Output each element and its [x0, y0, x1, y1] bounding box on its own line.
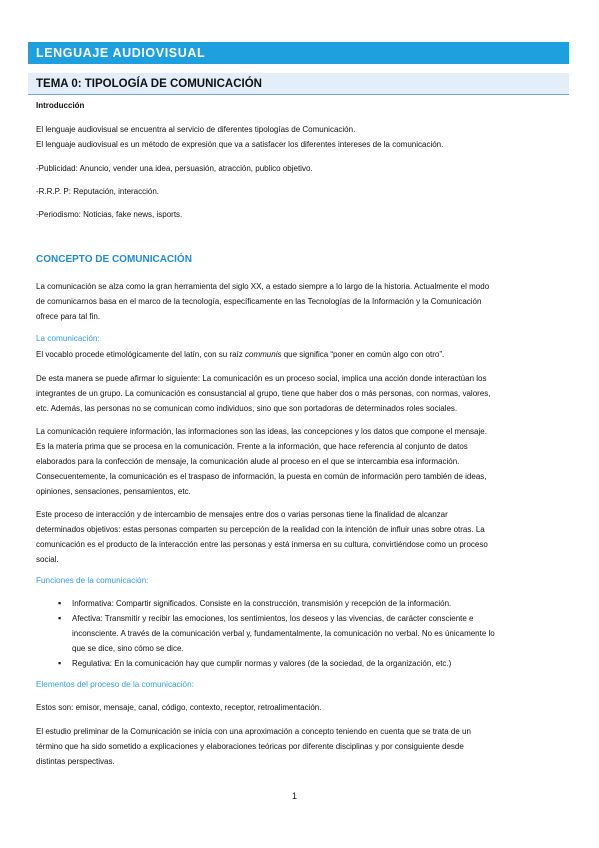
bullet-afectiva-line-3: que se dice, sino cómo se dice. — [72, 644, 184, 653]
concept-p3-line-3: elaborados para la confección de mensaje, la comunicación alude al proceso en el que se intercambia esa información. — [36, 457, 460, 466]
concept-p4-line-2: determinados objetivos: estas personas comparten su percepción de la realidad con la intención de influir unas sobre otras. La — [36, 525, 485, 534]
concept-p2-line-3: etc. Además, las personas no se comunican como individuos, sino que son portadoras de determinados roles sociales. — [36, 404, 458, 413]
concept-p5-line-2: término que ha sido sometido a explicaciones y elaboraciones teóricas por diferente disciplinas y por consiguiente desde — [36, 742, 464, 751]
elements-line: Estos son: emisor, mensaje, canal, código, contexto, receptor, retroalimentación. — [36, 703, 322, 712]
subheading-funciones: Funciones de la comunicación: — [36, 576, 149, 585]
course-banner: LENGUAJE AUDIOVISUAL — [28, 42, 569, 64]
etymology-line — [36, 347, 566, 362]
etymology-post: que significa “poner en común algo con otro”. — [281, 350, 445, 359]
subheading-comunicacion: La comunicación: — [36, 334, 100, 343]
concept-p3-line-5: opiniones, sensaciones, pensamientos, etc. — [36, 487, 191, 496]
concept-p3-line-4: Consecuentemente, la comunicación es el traspaso de información, la puesta en común de información pero también de ideas, — [36, 472, 487, 481]
concept-p4-line-4: social. — [36, 555, 59, 564]
concept-p4-line-1: Este proceso de interacción y de intercambio de mensajes entre dos o varias personas tiene la finalidad de alcanzar — [36, 510, 448, 519]
concept-p3-line-1: La comunicación requiere información, las informaciones son las ideas, las concepciones y los datos que compone el mensaje. — [36, 427, 487, 436]
page-number: 1 — [292, 791, 298, 801]
concept-p2-line-2: integrantes de un grupo. La comunicación es consustancial al grupo, tiene que haber dos o más personas, con normas, valores, — [36, 389, 491, 398]
concept-p1-line-2: de comunicarnos basa en el marco de la tecnología, específicamente en las Tecnologías de la Información y la Comunicación — [36, 297, 482, 306]
bullet-informativa: Informativa: Compartir significados. Consiste en la construcción, transmisión y recepción de la información. — [72, 599, 452, 608]
concept-p2-line-1: De esta manera se puede afirmar lo siguiente: La comunicación es un proceso social, implica una acción donde interactúan los — [36, 374, 487, 383]
bullet-afectiva-line-2: inconsciente. A través de la comunicación verbal y, fundamentalmente, la comunicación no verbal. No es únicamente lo — [72, 629, 495, 638]
subheading-elementos: Elementos del proceso de la comunicación: — [36, 680, 194, 689]
etymology-word: communis — [245, 350, 282, 359]
concept-p1-line-1: La comunicación se alza como la gran herramienta del siglo XX, a estado siempre a lo largo de la historia. Actualmente el modo — [36, 282, 490, 291]
topic-title: TEMA 0: TIPOLOGÍA DE COMUNICACIÓN — [28, 73, 569, 95]
intro-item-rrpp: -R.R.P. P: Reputación, interacción. — [36, 187, 160, 196]
concept-p3-line-2: Es la materia prima que se procesa en la comunicación. Frente a la información, que hace referencia al conjunto de datos — [36, 442, 468, 451]
intro-line-1: El lenguaje audiovisual se encuentra al servicio de diferentes tipologías de Comunicación. — [36, 125, 356, 134]
bullet-regulativa: Regulativa: En la comunicación hay que cumplir normas y valores (de la sociedad, de la organización, etc.) — [72, 659, 452, 668]
intro-item-periodismo: -Periodismo: Noticias, fake news, isports. — [36, 210, 183, 219]
section-heading-concepto: CONCEPTO DE COMUNICACIÓN — [36, 254, 192, 265]
bullet-icon: ▪ — [58, 658, 62, 668]
concept-p4-line-3: comunicación es el producto de la interacción entre las personas y está inmersa en su cultura, convirtiéndose como un proceso — [36, 540, 488, 549]
concept-p5-line-3: distintas perspectivas. — [36, 757, 115, 766]
intro-line-2: El lenguaje audiovisual es un método de expresión que va a satisfacer los diferentes intereses de la comunicación. — [36, 140, 444, 149]
intro-heading: Introducción — [36, 101, 85, 110]
bullet-icon: ▪ — [58, 598, 62, 608]
concept-p5-line-1: El estudio preliminar de la Comunicación se inicia con una aproximación a concepto teniendo en cuenta que se trata de un — [36, 727, 471, 736]
etymology-pre: El vocablo procede etimológicamente del latín, con su raíz — [36, 350, 246, 359]
concept-p1-line-3: ofrece para tal fin. — [36, 312, 101, 321]
bullet-afectiva-line-1: Afectiva: Transmitir y recibir las emociones, los sentimientos, los deseos y las vivencias, de carácter consciente e — [72, 614, 474, 623]
intro-item-publicidad: -Publicidad: Anuncio, vender una idea, persuasión, atracción, publico objetivo. — [36, 164, 313, 173]
bullet-icon: ▪ — [58, 613, 62, 623]
